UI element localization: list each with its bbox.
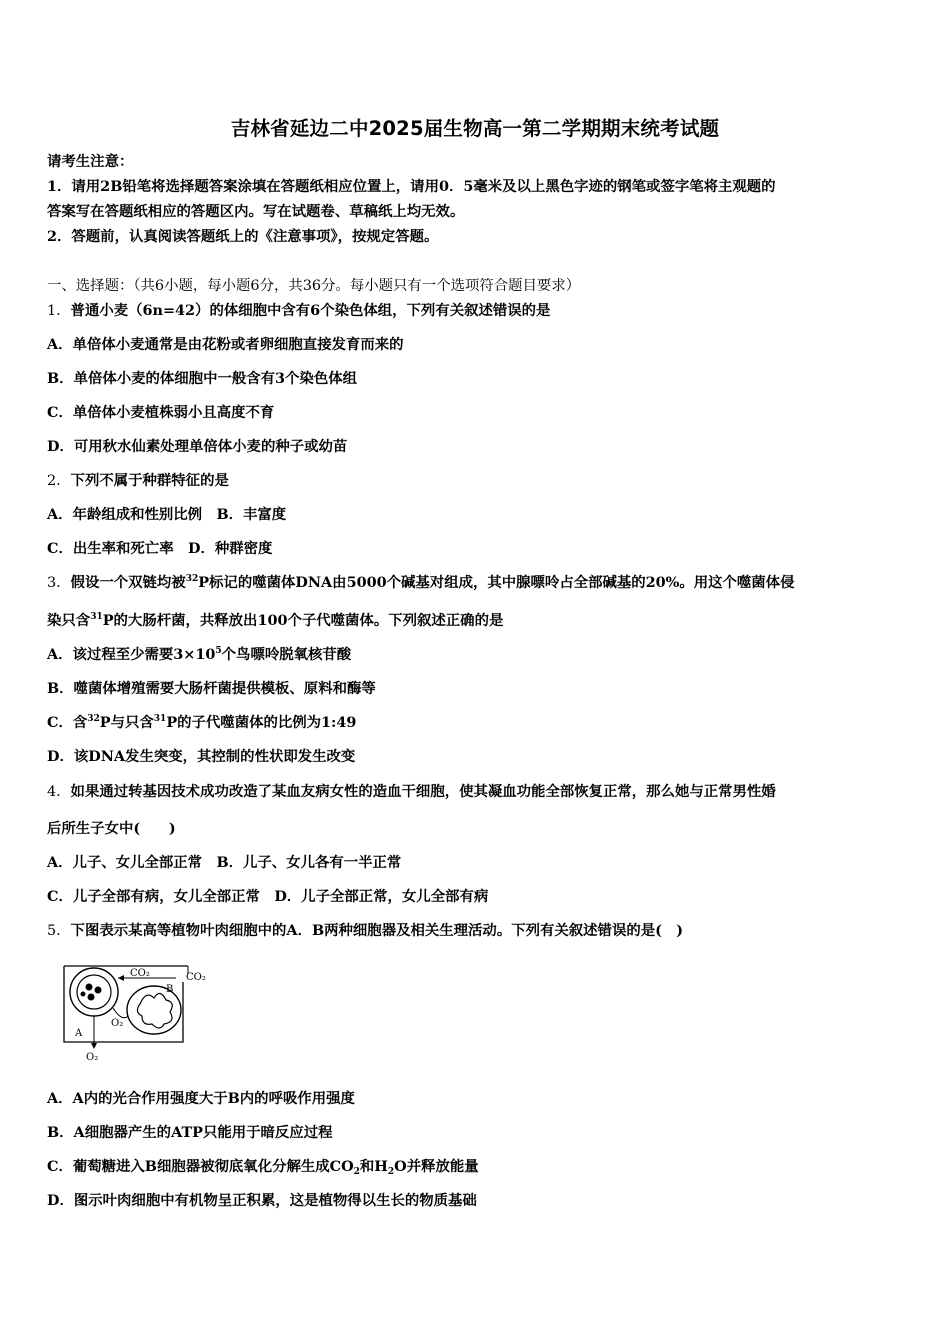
organelle-b-cristae [137, 993, 172, 1028]
page-title: 吉林省延边二中2025届生物高一第二学期期末统考试题 [230, 117, 720, 140]
question-3-option-a [47, 645, 351, 665]
question-5-option-b: B．A细胞器产生的ATP只能用于暗反应过程 [47, 1124, 333, 1141]
label-b: B [166, 984, 174, 995]
question-3-stem-line-1 [47, 573, 794, 593]
text: O并释放能量 [394, 1158, 479, 1175]
question-3-option-d: D．该DNA发生突变，其控制的性状即发生改变 [47, 748, 356, 765]
question-4-options-ab: A．儿子、女儿全部正常 B．儿子、女儿各有一半正常 [47, 854, 402, 871]
question-text: 下列不属于种群特征的是 [70, 472, 229, 489]
arrow-head [118, 975, 124, 981]
grana-dot [95, 987, 102, 994]
text: P标记的噬菌体DNA由5000个碱基对组成，其中腺嘌呤占全部碱基的20%。用这个噬菌体侵 [198, 574, 795, 591]
question-5-option-c [47, 1157, 479, 1177]
question-number: 5． [47, 923, 71, 939]
subscript: 2 [353, 1167, 360, 1177]
text: C．葡萄糖进入B细胞器被彻底氧化分解生成CO [47, 1158, 354, 1175]
label-co2-outer: CO₂ [186, 972, 206, 983]
grana-dot [88, 994, 95, 1001]
notice-line-2: 答案写在答题纸相应的答题区内。写在试题卷、草稿纸上均无效。 [47, 203, 465, 220]
arrow-head [91, 1043, 97, 1049]
notice-line-1: 1．请用2B铅笔将选择题答案涂填在答题纸相应位置上，请用0．5毫米及以上黑色字迹的钢笔或签字笔将主观题的 [47, 178, 776, 195]
superscript: 31 [90, 612, 103, 622]
label-co2-inner: CO₂ [130, 968, 150, 979]
label-o2-out: O₂ [86, 1052, 99, 1063]
question-number: 2． [47, 473, 71, 489]
text: P的大肠杆菌，共释放出100个子代噬菌体。下列叙述正确的是 [102, 612, 504, 629]
question-5-option-a: A．A内的光合作用强度大于B内的呼吸作用强度 [47, 1090, 355, 1107]
organelle-diagram-svg [58, 960, 218, 1064]
question-5-option-d: D．图示叶肉细胞中有机物呈正积累，这是植物得以生长的物质基础 [47, 1192, 477, 1209]
question-1-stem [47, 301, 550, 321]
question-2-options-cd: C．出生率和死亡率 D．种群密度 [47, 540, 273, 557]
question-2-stem [47, 471, 229, 491]
question-number: 1． [47, 303, 71, 319]
subscript: 2 [387, 1167, 395, 1177]
label-o2-inner: O₂ [111, 1018, 124, 1029]
question-3-option-b: B．噬菌体增殖需要大肠杆菌提供模板、原料和酶等 [47, 680, 376, 697]
section-heading: 一、选择题：（共6小题，每小题6分，共36分。每小题只有一个选项符合题目要求） [47, 278, 581, 294]
grana-dot [81, 992, 86, 997]
question-4-options-cd: C．儿子全部有病，女儿全部正常 D．儿子全部正常，女儿全部有病 [47, 888, 489, 905]
text: 和H [359, 1158, 388, 1175]
o2-arrow [113, 1008, 128, 1018]
question-3-stem-line-2 [47, 611, 503, 631]
question-5-stem [47, 921, 683, 941]
superscript: 32 [185, 574, 199, 584]
text: P与只含 [99, 714, 154, 731]
question-2-options-ab: A．年龄组成和性别比例 B．丰富度 [47, 506, 287, 523]
text: A．该过程至少需要3×10 [47, 646, 216, 663]
question-text: 下图表示某高等植物叶肉细胞中的A．B两种细胞器及相关生理活动。下列有关叙述错误的是( ) [70, 922, 684, 939]
text: 如果通过转基因技术成功改造了某血友病女性的造血干细胞，使其凝血功能全部恢复正常，那么她与正常男性婚 [70, 783, 776, 800]
text: 假设一个双链均被 [70, 574, 186, 591]
text: P的子代噬菌体的比例为1:49 [166, 714, 357, 731]
question-4-stem-line-1 [47, 782, 776, 802]
question-4-stem-line-2: 后所生子女中( ) [47, 820, 176, 837]
superscript: 31 [153, 714, 167, 724]
organelle-diagram [58, 960, 218, 1064]
superscript: 32 [87, 714, 100, 724]
notice-heading: 请考生注意： [47, 153, 134, 170]
grana-dot [86, 984, 93, 991]
label-a: A [75, 1028, 83, 1039]
notice-line-3: 2．答题前，认真阅读答题纸上的《注意事项》，按规定答题。 [47, 228, 439, 245]
question-number: 3． [47, 575, 71, 591]
question-text: 普通小麦（6n=42）的体细胞中含有6个染色体组，下列有关叙述错误的是 [70, 302, 551, 319]
text: 个鸟嘌呤脱氧核苷酸 [221, 646, 352, 663]
question-1-option-a: A．单倍体小麦通常是由花粉或者卵细胞直接发育而来的 [47, 336, 404, 353]
question-number: 4． [47, 784, 71, 800]
superscript: 5 [215, 646, 222, 656]
question-3-option-c [47, 713, 356, 733]
question-1-option-b: B．单倍体小麦的体细胞中一般含有3个染色体组 [47, 370, 357, 387]
text: C．含 [47, 714, 88, 731]
question-1-option-c: C．单倍体小麦植株弱小且高度不育 [47, 404, 275, 421]
text: 染只含 [47, 612, 91, 629]
question-1-option-d: D．可用秋水仙素处理单倍体小麦的种子或幼苗 [47, 438, 348, 455]
